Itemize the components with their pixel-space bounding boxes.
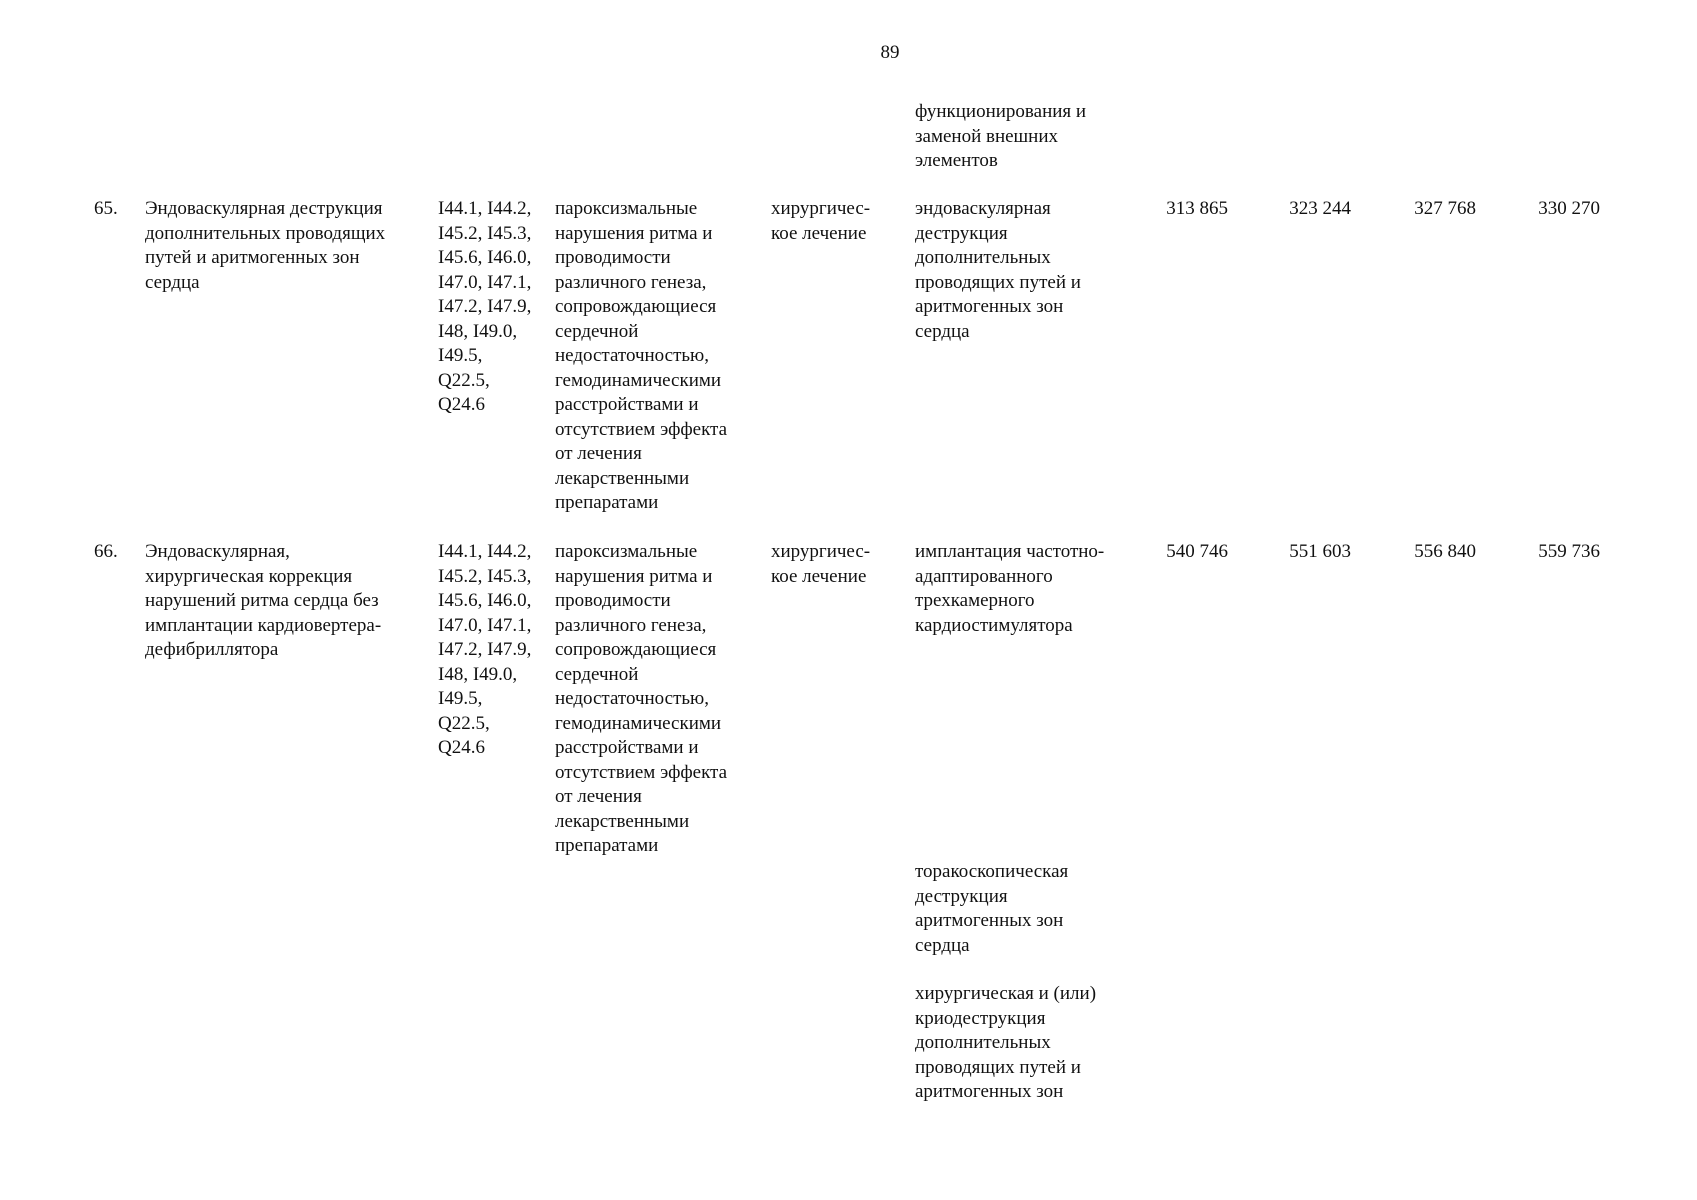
row-method: эндоваскулярная деструкция дополнительных проводящих путей и аритмогенных зон сердца bbox=[915, 198, 1081, 342]
row-cost-3: 327 768 bbox=[1414, 198, 1476, 219]
row-name: Эндоваскулярная деструкция дополнительных проводящих путей и аритмогенных зон сердца bbox=[145, 198, 386, 293]
row-cost-4: 330 270 bbox=[1538, 198, 1600, 219]
row-method: имплантация частотно- адаптированного трехкамерного кардиостимулятора bbox=[915, 541, 1105, 636]
row-codes: I44.1, I44.2, I45.2, I45.3, I45.6, I46.0, I47.0, I47.1, I47.2, I47.9, I48, I49.0, I49.5, Q22.5, Q24.6 bbox=[438, 541, 532, 758]
row-codes: I44.1, I44.2, I45.2, I45.3, I45.6, I46.0, I47.0, I47.1, I47.2, I47.9, I48, I49.0, I49.5, Q22.5, Q24.6 bbox=[438, 198, 532, 415]
row-treatment-type: хирургичес- кое лечение bbox=[771, 541, 871, 587]
row-cost-1: 313 865 bbox=[1166, 198, 1228, 219]
row-cost-1: 540 746 bbox=[1166, 541, 1228, 562]
row-number: 66. bbox=[94, 541, 118, 562]
row-cost-2: 323 244 bbox=[1289, 198, 1351, 219]
row-number: 65. bbox=[94, 198, 118, 219]
row-name: Эндоваскулярная, хирургическая коррекция нарушений ритма сердца без имплантации кардиовертера- дефибриллятора bbox=[145, 541, 382, 660]
row-cost-2: 551 603 bbox=[1289, 541, 1351, 562]
row-patient-model: пароксизмальные нарушения ритма и проводимости различного генеза, сопровождающиеся сердечной недостаточностью, гемодинамическими расстройствами и отсутствием эффекта от лечения лекарственными препаратами bbox=[555, 541, 728, 856]
row-patient-model: пароксизмальные нарушения ритма и проводимости различного генеза, сопровождающиеся сердечной недостаточностью, гемодинамическими расстройствами и отсутствием эффекта от лечения лекарственными препаратами bbox=[555, 198, 728, 513]
row-extra-method: хирургическая и (или) криодеструкция дополнительных проводящих путей и аритмогенных зон bbox=[915, 983, 1097, 1102]
row-cost-4: 559 736 bbox=[1538, 541, 1600, 562]
row-cost-3: 556 840 bbox=[1414, 541, 1476, 562]
row-treatment-type: хирургичес- кое лечение bbox=[771, 198, 871, 244]
page-number: 89 bbox=[880, 42, 900, 63]
row-extra-method: торакоскопическая деструкция аритмогенных зон сердца bbox=[915, 861, 1069, 956]
continuation-method: функционирования и заменой внешних элементов bbox=[915, 101, 1087, 171]
